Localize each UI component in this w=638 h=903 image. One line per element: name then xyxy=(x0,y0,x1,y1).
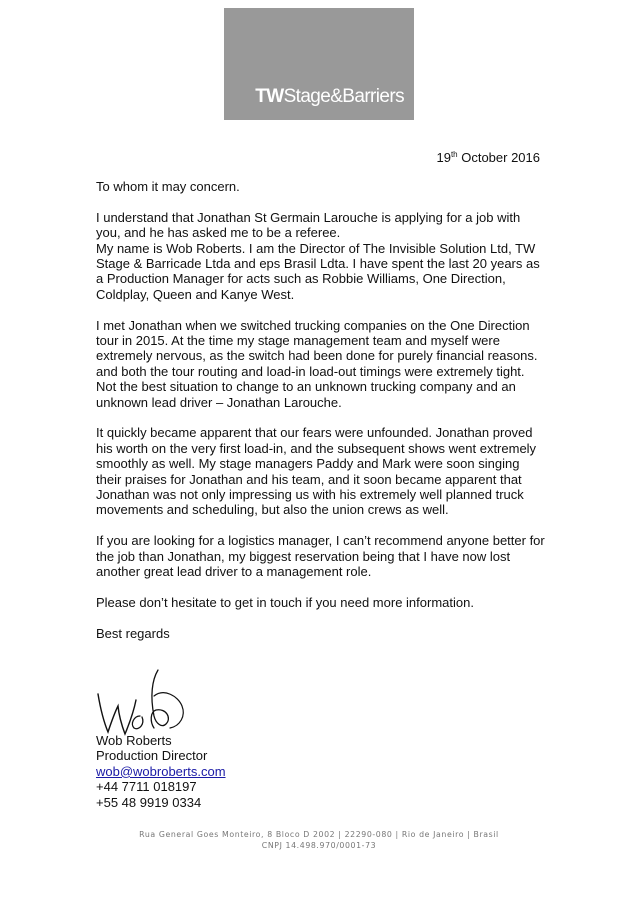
body-line: a Production Manager for acts such as Robbie Williams, One Direction, xyxy=(96,271,506,287)
body-line: Coldplay, Queen and Kanye West. xyxy=(96,286,295,302)
logo-brand-bold: TW xyxy=(255,86,284,107)
salutation: To whom it may concern. xyxy=(96,179,240,194)
paragraph-contact xyxy=(96,595,546,610)
body-line: and both the tour routing and load-in load-out timings were extremely tight. xyxy=(96,363,525,379)
body-line: I met Jonathan when we switched trucking companies on the One Direction xyxy=(96,317,530,333)
body-line: Jonathan was not only impressing us with his extremely well planned truck xyxy=(96,487,524,503)
paragraph-introduction xyxy=(96,210,546,302)
body-line: I understand that Jonathan St Germain Larouche is applying for a job with xyxy=(96,209,521,225)
paragraph-recommendation xyxy=(96,533,546,579)
signature-block xyxy=(96,733,226,810)
logo-brand-rest: Stage&Barriers xyxy=(283,86,404,107)
body-line: Please don’t hesitate to get in touch if you need more information. xyxy=(96,594,474,610)
footer-address: Rua General Goes Monteiro, 8 Bloco D 2002 | 22290-080 | Rio de Janeiro | Brasil xyxy=(139,830,499,839)
body-line: It quickly became apparent that our fears were unfounded. Jonathan proved xyxy=(96,425,533,441)
body-line: movements and scheduling, but also the union crews as well. xyxy=(96,502,449,518)
body-line: If you are looking for a logistics manager, I can’t recommend anyone better for xyxy=(96,533,545,549)
letter-date xyxy=(436,150,540,165)
body-line: My name is Wob Roberts. I am the Director of The Invisible Solution Ltd, TW xyxy=(96,240,536,256)
handwritten-signature xyxy=(92,666,192,738)
body-line: tour in 2015. At the time my stage management team and myself were xyxy=(96,333,500,349)
signatory-name: Wob Roberts xyxy=(96,733,172,748)
body-line: smoothly as well. My stage managers Paddy and Mark were soon singing xyxy=(96,456,520,472)
phone-brazil: +55 48 9919 0334 xyxy=(96,794,202,810)
body-line: another great lead driver to a management role. xyxy=(96,564,372,580)
body-line: Stage & Barricade Ltda and eps Brasil Ldta. I have spent the last 20 years as xyxy=(96,256,540,272)
date-month-year: October 2016 xyxy=(457,150,540,165)
body-line: the job than Jonathan, my biggest reservation being that I have now lost xyxy=(96,548,511,564)
paragraph-performance xyxy=(96,425,546,517)
email-link[interactable]: wob@wobroberts.com xyxy=(96,763,226,779)
body-line: Not the best situation to change to an unknown trucking company and an xyxy=(96,379,516,395)
footer-cnpj: CNPJ 14.498.970/0001-73 xyxy=(261,841,377,850)
paragraph-background xyxy=(96,318,546,410)
body-line: unknown lead driver – Jonathan Larouche. xyxy=(96,394,342,410)
phone-uk: +44 7711 018197 xyxy=(96,779,197,795)
letterhead-footer xyxy=(0,829,638,851)
signatory-title: Production Director xyxy=(96,748,208,764)
closing: Best regards xyxy=(96,625,170,641)
date-suffix: th xyxy=(450,150,458,159)
date-day: 19 xyxy=(436,150,451,165)
body-line: his worth on the very first load-in, and the subsequent shows went extremely xyxy=(96,440,537,456)
body-line: extremely nervous, as the switch had been done for purely financial reasons. xyxy=(96,348,538,364)
company-logo xyxy=(224,8,414,120)
body-line: their praises for Jonathan and his team, and it soon became apparent that xyxy=(96,471,522,487)
logo-wordmark xyxy=(255,86,404,108)
letter-body xyxy=(96,179,546,656)
body-line: you, and he has asked me to be a referee. xyxy=(96,225,341,241)
